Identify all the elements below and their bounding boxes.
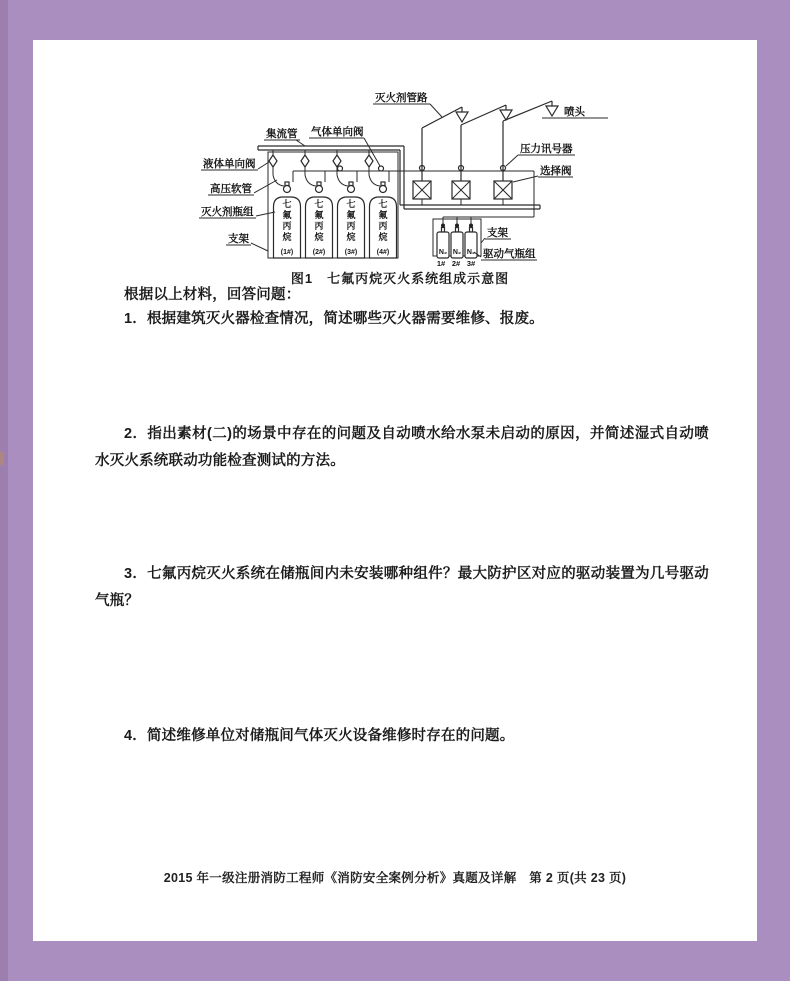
- n2-bottle: [437, 224, 449, 259]
- selector-valve-icon: [494, 181, 512, 205]
- gas-check-valve-icon: [379, 166, 384, 171]
- label-liquid-check-valve: 液体单向阀: [203, 158, 256, 170]
- cylinder-number: (3#): [344, 249, 358, 256]
- nozzle-icon: [456, 112, 468, 122]
- bottle-number: 1#: [436, 259, 446, 268]
- label-selector-valve: 选择阀: [540, 165, 572, 177]
- question-2: 2．指出素材(二)的场景中存在的问题及自动喷水给水泵未启动的原因，并简述湿式自动喷水灭火系统联动功能检查测试的方法。: [95, 426, 709, 469]
- n2-bottle: [451, 224, 463, 259]
- figure-caption: 图1 七氟丙烷灭火系统组成示意图: [290, 271, 510, 286]
- label-bracket-left: 支架: [228, 233, 249, 245]
- cylinder-number: (1#): [280, 249, 294, 256]
- question-4: 4．简述维修单位对储瓶间气体灭火设备维修时存在的问题。: [124, 728, 515, 744]
- bottle-number: 3#: [466, 259, 476, 268]
- svg-text:N₂: N₂: [466, 249, 476, 256]
- label-drive-cylinder-group: 驱动气瓶组: [483, 248, 536, 260]
- label-agent-pipeline: 灭火剂管路: [375, 92, 428, 104]
- fire-system-schematic: [190, 85, 610, 270]
- cylinder-name-text: 七氟丙烷: [314, 199, 324, 242]
- drive-gas-bottle-group: [433, 219, 481, 268]
- cylinder-number: (2#): [312, 249, 326, 256]
- selector-valve-icon: [413, 181, 431, 205]
- liquid-check-valve-icon: [365, 150, 380, 186]
- cylinder-name-text: 七氟丙烷: [378, 199, 388, 242]
- edge-smudge-mark: [0, 452, 4, 465]
- page-footer: 2015 年一级注册消防工程师《消防安全案例分析》真题及详解 第 2 页(共 23 页): [163, 871, 627, 885]
- question-3: 3．七氟丙烷灭火系统在储瓶间内未安装哪种组件？最大防护区对应的驱动装置为几号驱动气瓶？: [95, 566, 709, 609]
- label-bracket-right: 支架: [487, 227, 508, 239]
- svg-text:N₂: N₂: [452, 249, 462, 256]
- label-gas-check-valve: 气体单向阀: [311, 126, 364, 138]
- cylinder-name-text: 七氟丙烷: [346, 199, 356, 242]
- svg-text:N₂: N₂: [438, 249, 448, 256]
- label-pressure-signal: 压力讯号器: [520, 143, 573, 155]
- intro-paragraph: 根据以上材料，回答问题：: [124, 287, 301, 303]
- question-1: 1．根据建筑灭火器检查情况，简述哪些灭火器需要维修、报废。: [124, 311, 544, 327]
- selector-valve-icon: [452, 181, 470, 205]
- gas-check-valve-icon: [338, 166, 343, 171]
- left-border-strip: [0, 0, 8, 981]
- cylinder-name-text: 七氟丙烷: [282, 199, 292, 242]
- agent-cylinder-bank: [269, 150, 397, 258]
- label-nozzle: 喷头: [564, 106, 585, 118]
- document-page: [33, 40, 757, 941]
- bottle-number: 2#: [451, 259, 461, 268]
- liquid-check-valve-icon: [301, 150, 316, 186]
- label-manifold: 集流管: [266, 128, 298, 140]
- label-hp-hose: 高压软管: [210, 183, 252, 195]
- nozzle-icon: [546, 106, 558, 116]
- cylinder-valve-head-icon: [284, 182, 387, 193]
- label-agent-cylinder-group: 灭火剂瓶组: [201, 206, 254, 218]
- cylinder-number: (4#): [376, 249, 390, 256]
- figure-1-diagram: [190, 85, 610, 270]
